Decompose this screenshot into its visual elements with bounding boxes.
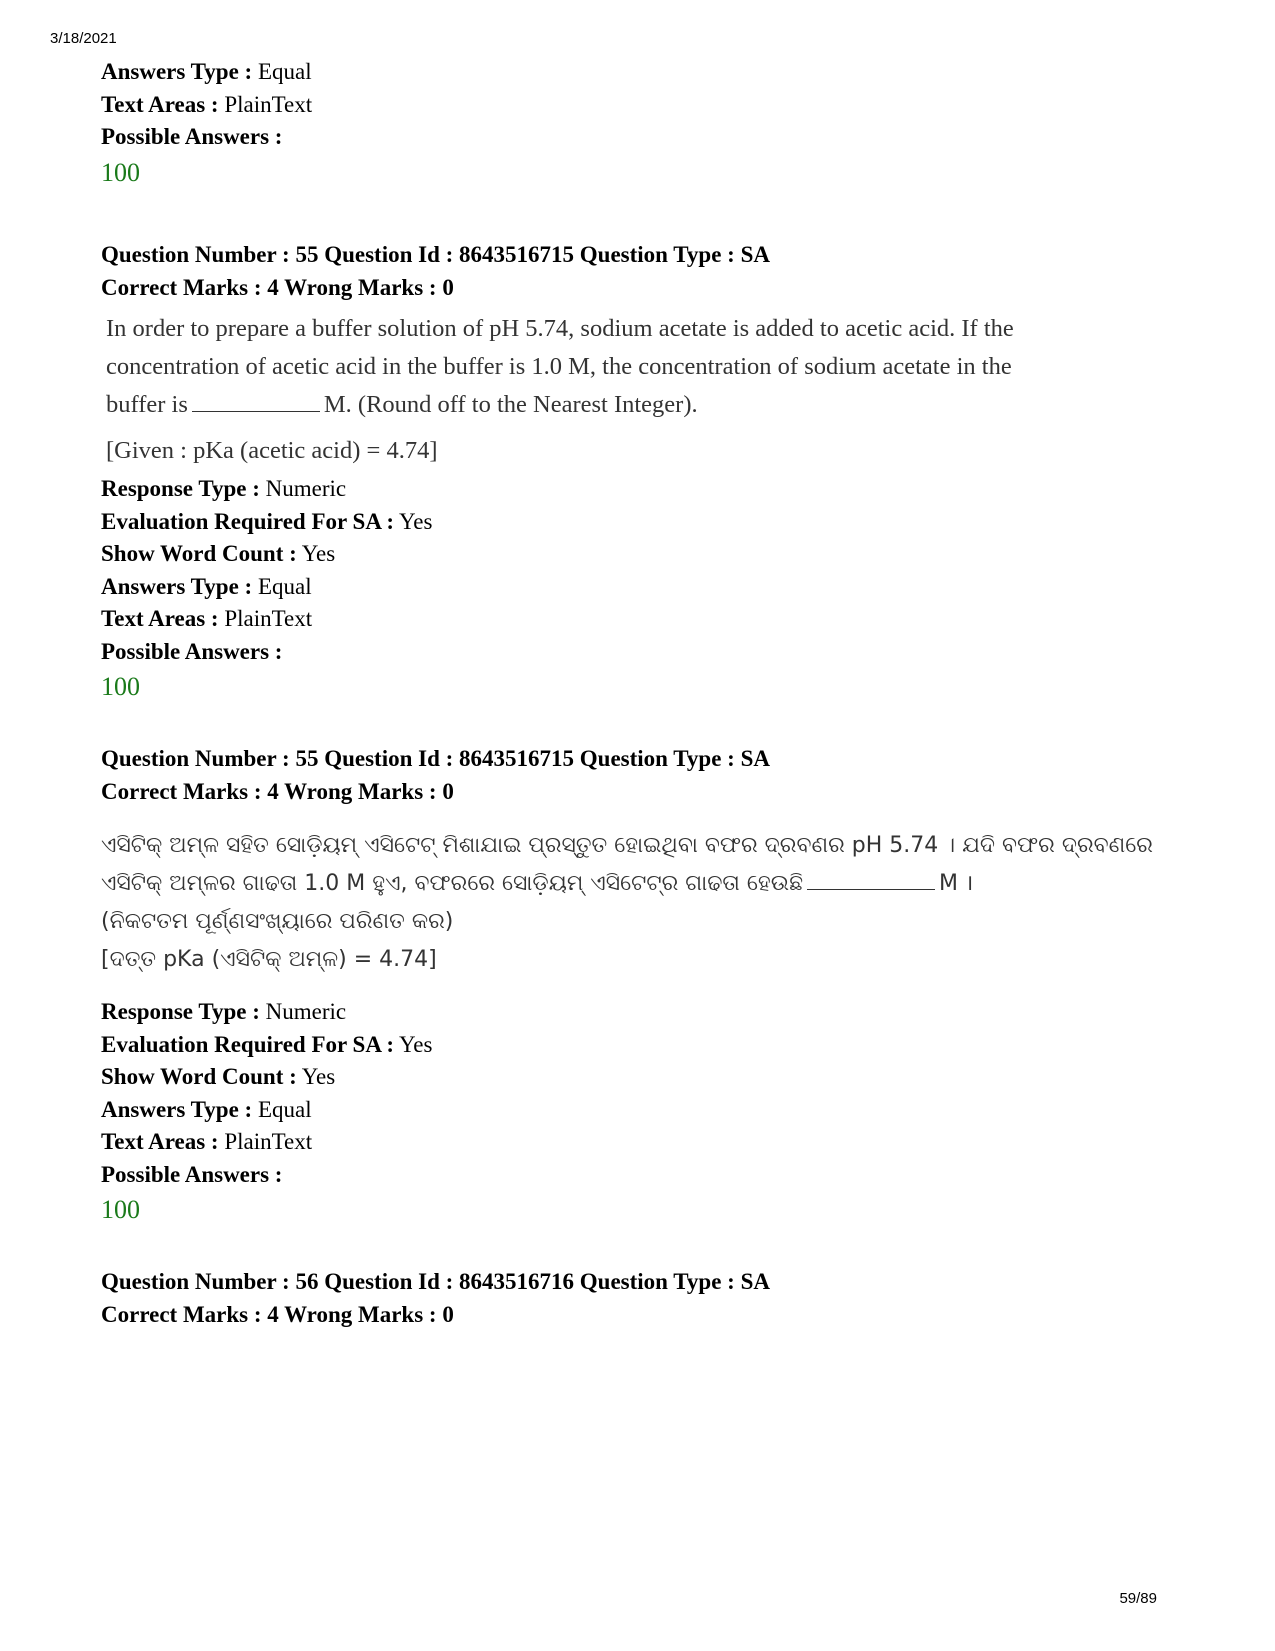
- possible-answers-row: [101, 636, 432, 669]
- response-type-value: Numeric: [265, 999, 347, 1024]
- word-count-row: [101, 1061, 432, 1094]
- possible-answers-row: [101, 1159, 432, 1192]
- question-marks: Correct Marks : 4 Wrong Marks : 0: [101, 275, 454, 300]
- question-details: [101, 996, 432, 1229]
- possible-answers-label: Possible Answers :: [101, 124, 283, 149]
- answers-type-value: Equal: [257, 59, 312, 84]
- response-type-row: [101, 996, 432, 1029]
- page-number: 59/89: [1119, 1590, 1157, 1607]
- text-areas-value: PlainText: [224, 91, 313, 117]
- possible-answers-label: Possible Answers :: [101, 1161, 283, 1187]
- question-header: [101, 742, 770, 808]
- possible-answer-value: 100: [101, 672, 140, 701]
- question-line-part: M ।: [939, 871, 974, 896]
- text-areas-value: PlainText: [224, 1129, 313, 1154]
- evaluation-row: [101, 1029, 432, 1062]
- response-type-label: Response Type :: [101, 999, 260, 1024]
- given-data: [Given : pKa (acetic acid) = 4.74]: [106, 437, 438, 464]
- question-meta: Question Number : 55 Question Id : 8643516715 Question Type : SA: [101, 746, 770, 771]
- answers-type-label: Answers Type :: [101, 573, 253, 599]
- question-line: ଏସିଟିକ୍ ଅମ୍ଳ ସହିତ ସୋଡ଼ିୟମ୍ ଏସିଟେଟ୍ ମିଶାଯାଇ ପ୍ରସ୍ତୁତ ହୋଇଥିବା ବଫର ଦ୍ରବଣର pH 5.74 । ଯଦି ବଫର ଦ୍ରବଣରେ: [101, 833, 1153, 858]
- response-type-value: Numeric: [265, 476, 347, 501]
- answers-type-row: [101, 56, 312, 89]
- answers-type-value: Equal: [257, 1096, 312, 1122]
- question-text-odia: [101, 827, 1153, 979]
- text-areas-row: [101, 89, 312, 122]
- question-line-part: ଏସିଟିକ୍ ଅମ୍ଳର ଗାଢତା 1.0 M ହୁଏ, ବଫରରେ ସୋଡ଼ିୟମ୍ ଏସିଟେଟ୍ର ଗାଢତା ହେଉଛି: [101, 871, 804, 896]
- given-data: [ଦତ୍ତ pKa (ଏସିଟିକ୍ ଅମ୍ଳ) = 4.74]: [101, 947, 437, 972]
- evaluation-value: Yes: [399, 1031, 433, 1057]
- question-line-part: buffer is: [106, 391, 188, 418]
- question-line: (ନିକଟତମ ପୂର୍ଣ୍ଣସଂଖ୍ୟାରେ ପରିଣତ କର): [101, 909, 454, 934]
- answers-type-label: Answers Type :: [101, 59, 253, 84]
- print-date: 3/18/2021: [50, 30, 117, 47]
- answers-type-value: Equal: [257, 573, 312, 599]
- answers-type-label: Answers Type :: [101, 1096, 253, 1122]
- question-header: [101, 1265, 770, 1331]
- question-line: [101, 865, 1153, 903]
- text-areas-value: PlainText: [224, 606, 313, 631]
- text-areas-label: Text Areas :: [101, 91, 219, 117]
- text-areas-label: Text Areas :: [101, 606, 219, 631]
- question-marks: Correct Marks : 4 Wrong Marks : 0: [101, 779, 454, 804]
- answers-type-row: [101, 571, 432, 604]
- question-line: concentration of acetic acid in the buffer is 1.0 M, the concentration of sodium acetate in the: [106, 353, 1012, 380]
- question-meta: Question Number : 56 Question Id : 8643516716 Question Type : SA: [101, 1269, 770, 1294]
- response-type-label: Response Type :: [101, 476, 260, 501]
- question-line: [106, 386, 1014, 424]
- possible-answer-value: 100: [101, 157, 140, 187]
- possible-answer-value: 100: [101, 1195, 140, 1224]
- answer-blank: [807, 871, 935, 890]
- text-areas-row: [101, 603, 432, 636]
- answer-blank: [192, 393, 320, 412]
- word-count-label: Show Word Count :: [101, 541, 297, 566]
- question-line: In order to prepare a buffer solution of pH 5.74, sodium acetate is added to acetic acid. If the: [106, 315, 1014, 342]
- question-marks: Correct Marks : 4 Wrong Marks : 0: [101, 1302, 454, 1327]
- word-count-row: [101, 538, 432, 571]
- evaluation-label: Evaluation Required For SA :: [101, 1031, 395, 1057]
- text-areas-row: [101, 1126, 432, 1159]
- question-meta: Question Number : 55 Question Id : 8643516715 Question Type : SA: [101, 242, 770, 267]
- question-line-part: M. (Round off to the Nearest Integer).: [323, 391, 698, 418]
- possible-answers-row: [101, 121, 312, 154]
- prev-question-tail: [101, 56, 312, 192]
- text-areas-label: Text Areas :: [101, 1129, 219, 1154]
- evaluation-row: [101, 506, 432, 539]
- question-header: [101, 238, 770, 304]
- question-details: [101, 473, 432, 706]
- word-count-value: Yes: [301, 541, 336, 566]
- possible-answers-label: Possible Answers :: [101, 638, 283, 664]
- evaluation-value: Yes: [399, 508, 433, 534]
- word-count-label: Show Word Count :: [101, 1064, 297, 1089]
- answers-type-row: [101, 1094, 432, 1127]
- word-count-value: Yes: [301, 1064, 336, 1089]
- question-text-english: [106, 310, 1014, 470]
- evaluation-label: Evaluation Required For SA :: [101, 508, 395, 534]
- response-type-row: [101, 473, 432, 506]
